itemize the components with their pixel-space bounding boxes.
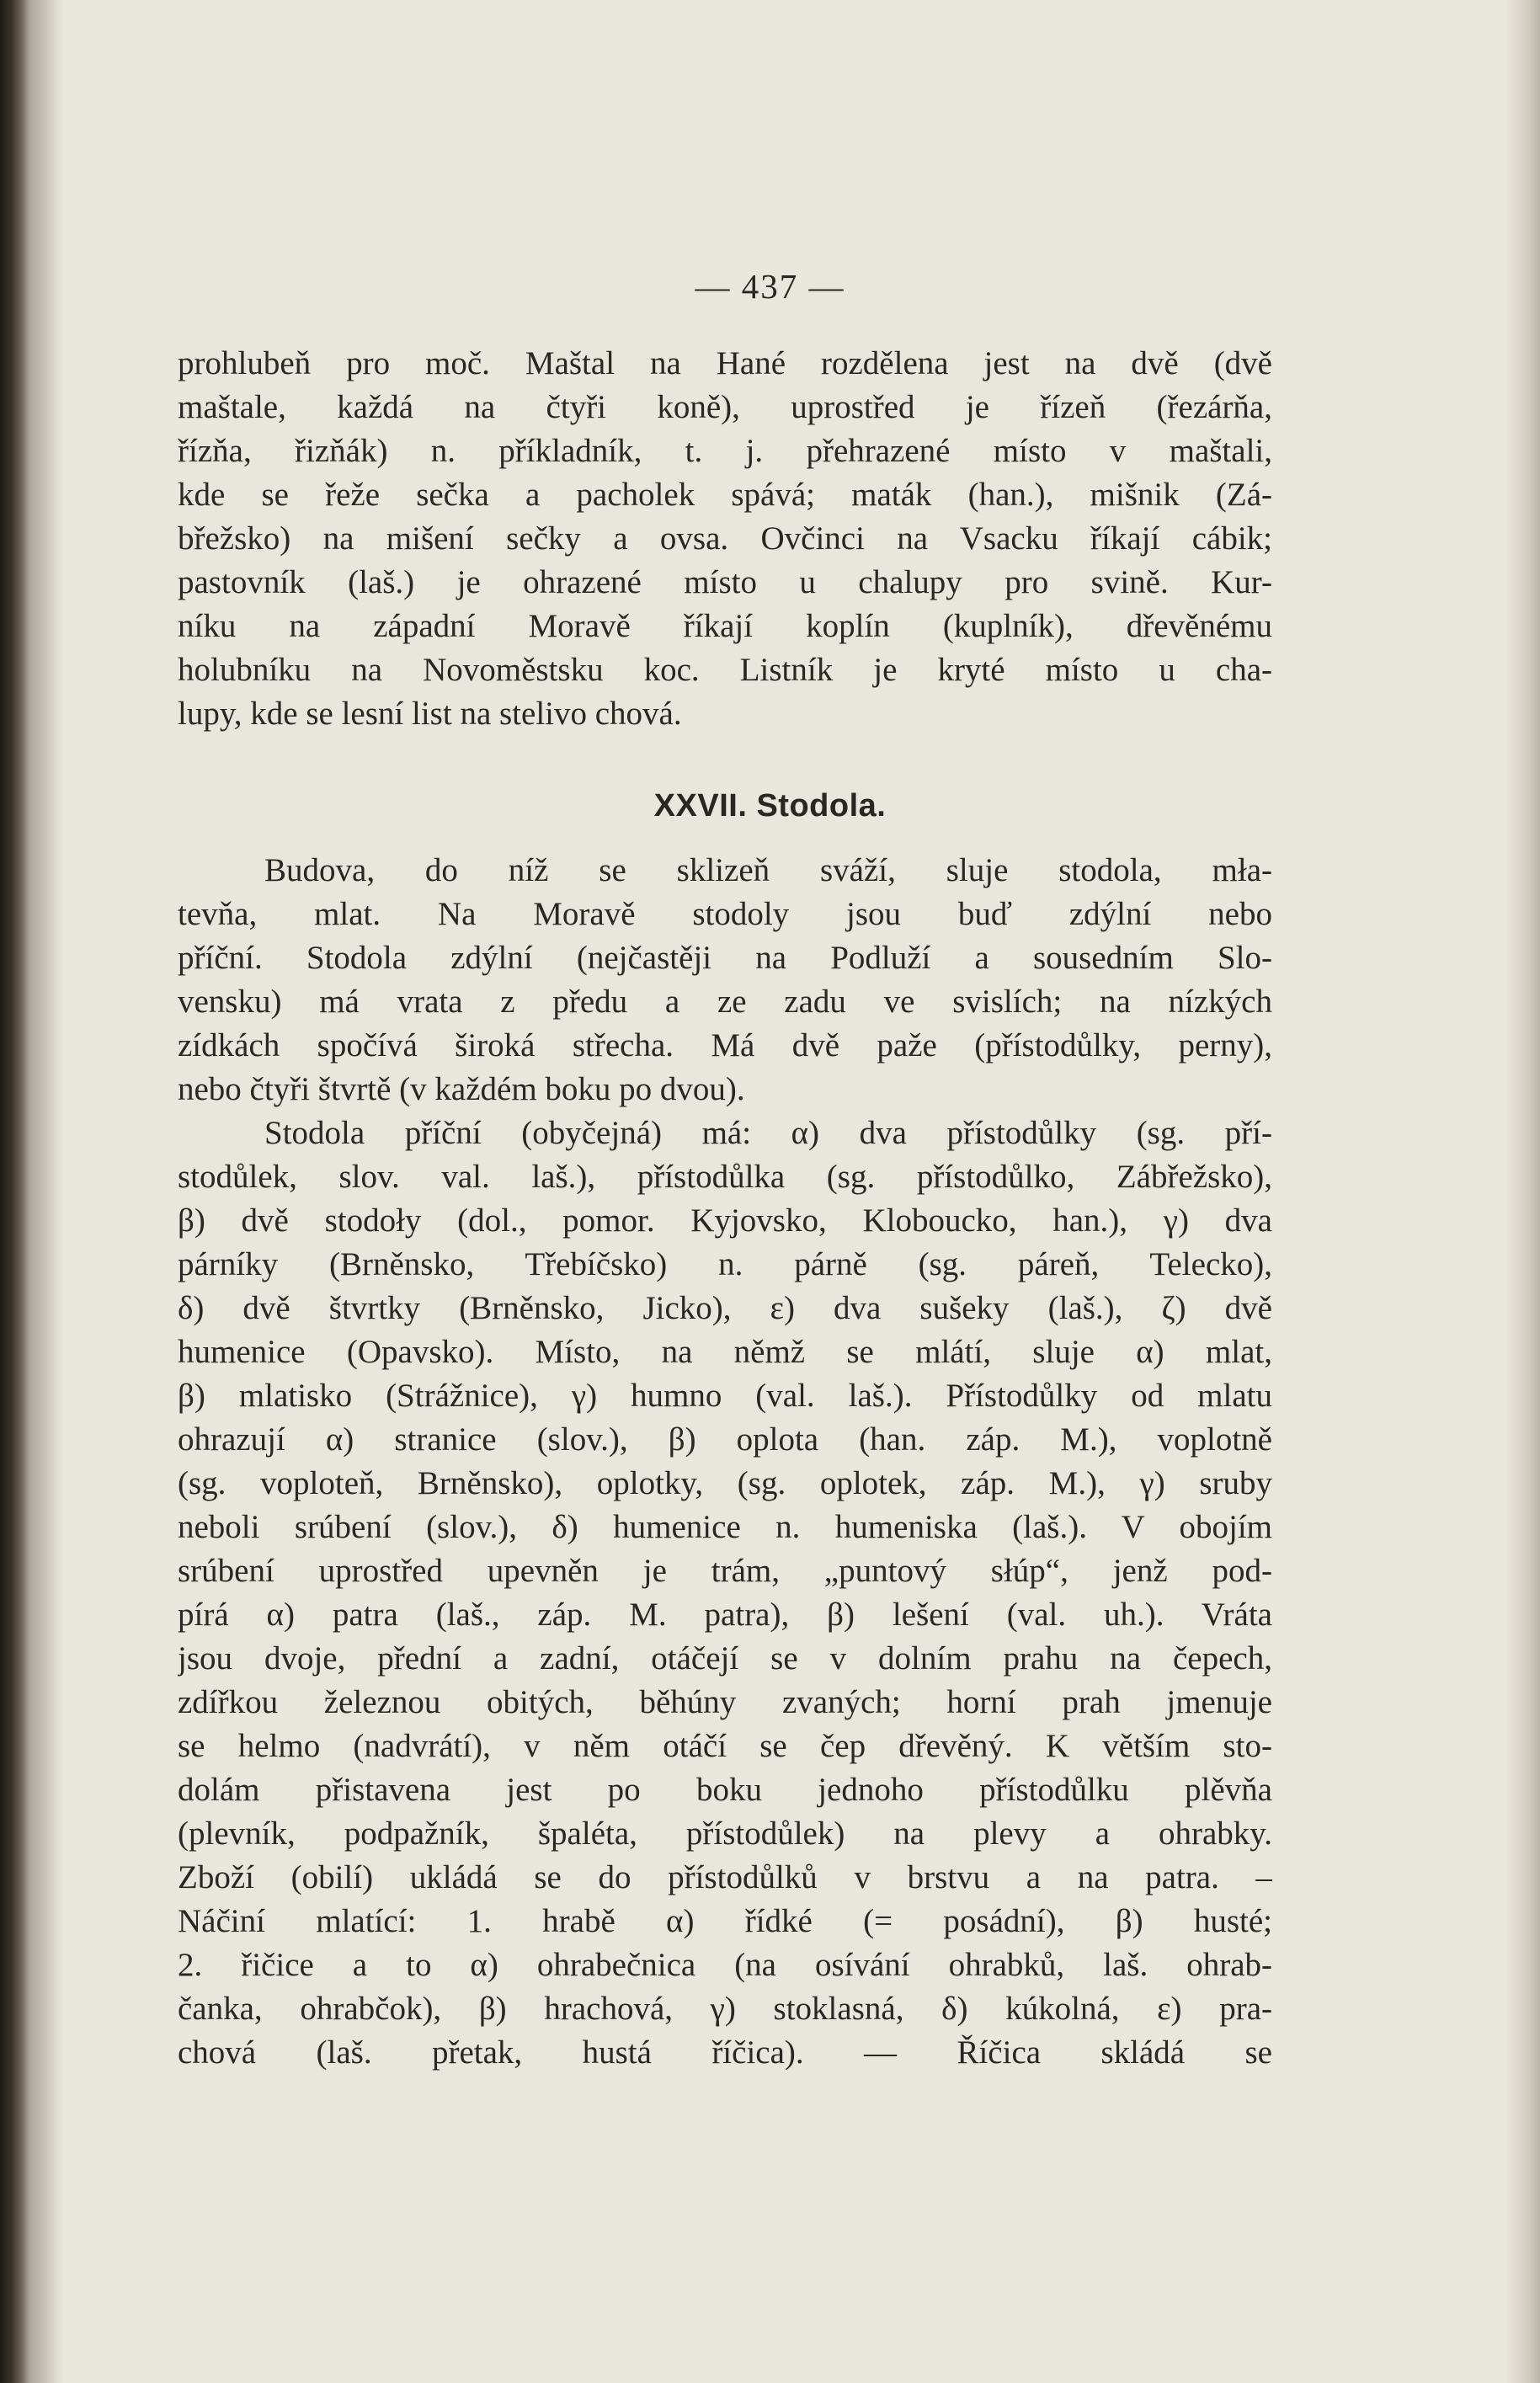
text-line: zídkách spočívá široká střecha. Má dvě paže (přístodůlky, perny),	[178, 1027, 1272, 1064]
text-line: zdířkou železnou obitých, běhúny zvaných; horní prah jmenuje	[178, 1684, 1272, 1720]
text-line: β) mlatisko (Strážnice), γ) humno (val. laš.). Přístodůlky od mlatu	[178, 1378, 1272, 1414]
text-line: Náčiní mlatící: 1. hrabě α) řídké (= posádní), β) husté;	[178, 1903, 1272, 1939]
text-line: jsou dvoje, přední a zadní, otáčejí se v dolním prahu na čepech,	[178, 1640, 1272, 1677]
text-line: kde se řeže sečka a pacholek spává; maták (han.), mišnik (Zá-	[178, 477, 1272, 513]
text-line: čanka, ohrabčok), β) hrachová, γ) stoklasná, δ) kúkolná, ε) pra-	[178, 1991, 1272, 2027]
text-line: holubníku na Novoměstsku koc. Listník je kryté místo u cha-	[178, 652, 1272, 688]
text-line: se helmo (nadvrátí), v něm otáčí se čep dřevěný. K větším sto-	[178, 1728, 1272, 1764]
text-line: párníky (Brněnsko, Třebíčsko) n. párně (sg. páreň, Telecko),	[178, 1246, 1272, 1282]
text-line: 2. řičice a to α) ohrabečnica (na osívání ohrabků, laš. ohrab-	[178, 1947, 1272, 1983]
text-line: pastovník (laš.) je ohrazené místo u chalupy pro svině. Kur-	[178, 564, 1272, 600]
text-line: řízňa, řizňák) n. příkladník, t. j. přehrazené místo v maštali,	[178, 433, 1272, 469]
text-line: (sg. voploteň, Brněnsko), oplotky, (sg. oplotek, záp. M.), γ) sruby	[178, 1465, 1272, 1501]
text-line: Stodola příční (obyčejná) má: α) dva přístodůlky (sg. pří-	[264, 1115, 1272, 1151]
text-line: humenice (Opavsko). Místo, na němž se mlátí, sluje α) mlat,	[178, 1334, 1272, 1370]
text-line: stodůlek, slov. val. laš.), přístodůlka (sg. přístodůlko, Zábřežsko),	[178, 1159, 1272, 1195]
text-line: srúbení uprostřed upevněn je trám, „puntový słúp“, jenž pod-	[178, 1553, 1272, 1589]
page-number: — 437 —	[695, 267, 845, 306]
text-line: chová (laš. přetak, hustá říčica). — Říčica skládá se	[178, 2034, 1272, 2071]
text-line: ohrazují α) stranice (slov.), β) oplota (han. záp. M.), voplotně	[178, 1421, 1272, 1458]
text-line: prohlubeň pro moč. Maštal na Hané rozdělena jest na dvě (dvě	[178, 345, 1272, 381]
text-line: tevňa, mlat. Na Moravě stodoly jsou buď zdýlní nebo	[178, 896, 1272, 932]
text-line: pírá α) patra (laš., záp. M. patra), β) lešení (val. uh.). Vráta	[178, 1597, 1272, 1633]
text-line: břežsko) na mišení sečky a ovsa. Ovčinci na Vsacku říkají cábik;	[178, 520, 1272, 557]
text-line: Budova, do níž se sklizeň sváží, sluje stodola, mła-	[264, 852, 1272, 888]
text-line: lupy, kde se lesní list na stelivo chová.	[178, 696, 682, 732]
text-line: dolám přistavena jest po boku jednoho přístodůlku plěvňa	[178, 1772, 1272, 1808]
text-line: maštale, každá na čtyři koně), uprostřed je řízeň (řezárňa,	[178, 389, 1272, 425]
text-line: β) dvě stodoły (dol., pomor. Kyjovsko, Kloboucko, han.), γ) dva	[178, 1202, 1272, 1239]
text-line: příční. Stodola zdýlní (nejčastěji na Podluží a sousedním Slo-	[178, 940, 1272, 976]
text-line: Zboží (obilí) ukládá se do přístodůlků v brstvu a na patra. –	[178, 1859, 1272, 1895]
text-line: (plevník, podpažník, špaléta, přístodůlek) na plevy a ohrabky.	[178, 1815, 1272, 1852]
text-line: vensku) má vrata z předu a ze zadu ve svislích; na nízkých	[178, 984, 1272, 1020]
text-line: níku na západní Moravě říkají koplín (kuplník), dřevěnému	[178, 608, 1272, 644]
text-line: nebo čtyři štvrtě (v každém boku po dvou).	[178, 1071, 745, 1107]
text-line: neboli srúbení (slov.), δ) humenice n. humeniska (laš.). V obojím	[178, 1509, 1272, 1545]
section-heading: XXVII. Stodola.	[653, 788, 887, 824]
text-line: δ) dvě štvrtky (Brněnsko, Jicko), ε) dva sušeky (laš.), ζ) dvě	[178, 1290, 1272, 1326]
